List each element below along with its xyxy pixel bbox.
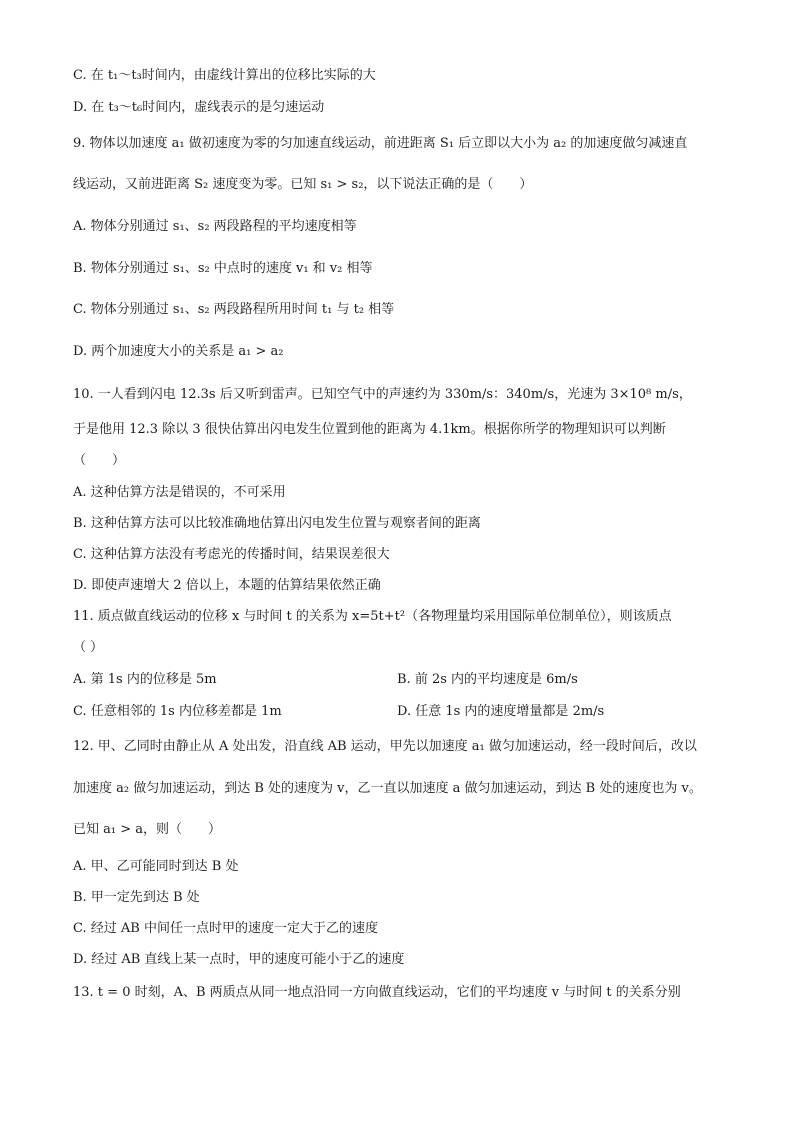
q10-stem-line-3: （ ）	[73, 453, 126, 468]
q12-stem-line-2: 加速度 a₂ 做匀加速运动，到达 B 处的速度为 v，乙一直以加速度 a 做匀加速运动，到达 B 处的速度也为 v。	[73, 781, 702, 796]
q9-option-d: D. 两个加速度大小的关系是 a₁ > a₂	[73, 344, 284, 359]
q9-stem-line-2: 线运动，又前进距离 S₂ 速度变为零。已知 s₁ > s₂，以下说法正确的是（ ）	[73, 177, 533, 192]
q9-option-c: C. 物体分别通过 s₁、s₂ 两段路程所用时间 t₁ 与 t₂ 相等	[73, 302, 395, 317]
q11-option-c: C. 任意相邻的 1s 内位移差都是 1m	[73, 704, 282, 719]
q10-option-c: C. 这种估算方法没有考虑光的传播时间，结果误差很大	[73, 547, 390, 562]
q11-stem-line-1: 11. 质点做直线运动的位移 x 与时间 t 的关系为 x=5t+t²（各物理量均采用国际单位制单位），则该质点	[73, 609, 672, 624]
q12-stem-line-1: 12. 甲、乙同时由静止从 A 处出发，沿直线 AB 运动，甲先以加速度 a₁ 做匀加速运动，经一段时间后，改以	[73, 739, 697, 754]
q8-option-d: D. 在 t₃～t₆时间内，虚线表示的是匀速运动	[73, 100, 325, 115]
q9-stem-line-1: 9. 物体以加速度 a₁ 做初速度为零的匀加速直线运动，前进距离 S₁ 后立即以大小为 a₂ 的加速度做匀减速直	[73, 136, 688, 151]
q9-option-b: B. 物体分别通过 s₁、s₂ 中点时的速度 v₁ 和 v₂ 相等	[73, 261, 373, 276]
q10-stem-line-1: 10. 一人看到闪电 12.3s 后又听到雷声。已知空气中的声速约为 330m/s：340m/s，光速为 3×10⁸ m/s，	[73, 387, 692, 402]
q8-option-c: C. 在 t₁～t₃时间内，由虚线计算出的位移比实际的大	[73, 68, 376, 83]
q11-option-d: D. 任意 1s 内的速度增量都是 2m/s	[397, 704, 605, 719]
q12-option-d: D. 经过 AB 直线上某一点时，甲的速度可能小于乙的速度	[73, 952, 405, 967]
q10-option-a: A. 这种估算方法是错误的，不可采用	[73, 485, 286, 500]
q12-option-c: C. 经过 AB 中间任一点时甲的速度一定大于乙的速度	[73, 921, 378, 936]
q11-stem-line-2: （ ）	[73, 640, 104, 655]
q11-option-b: B. 前 2s 内的平均速度是 6m/s	[397, 672, 578, 687]
q12-option-a: A. 甲、乙可能同时到达 B 处	[73, 859, 239, 874]
q10-option-b: B. 这种估算方法可以比较准确地估算出闪电发生位置与观察者间的距离	[73, 516, 481, 531]
q10-stem-line-2: 于是他用 12.3 除以 3 很快估算出闪电发生位置到他的距离为 4.1km。根据你所学的物理知识可以判断	[73, 422, 666, 437]
q10-option-d: D. 即使声速增大 2 倍以上，本题的估算结果依然正确	[73, 578, 381, 593]
q12-option-b: B. 甲一定先到达 B 处	[73, 890, 200, 905]
q12-stem-line-3: 已知 a₁ > a，则（ ）	[73, 822, 222, 837]
q13-stem-line-1: 13. t = 0 时刻，A、B 两质点从同一地点沿同一方向做直线运动，它们的平均速度 v 与时间 t 的关系分别	[73, 985, 681, 1000]
q11-option-a: A. 第 1s 内的位移是 5m	[73, 672, 217, 687]
q9-option-a: A. 物体分别通过 s₁、s₂ 两段路程的平均速度相等	[73, 219, 357, 234]
